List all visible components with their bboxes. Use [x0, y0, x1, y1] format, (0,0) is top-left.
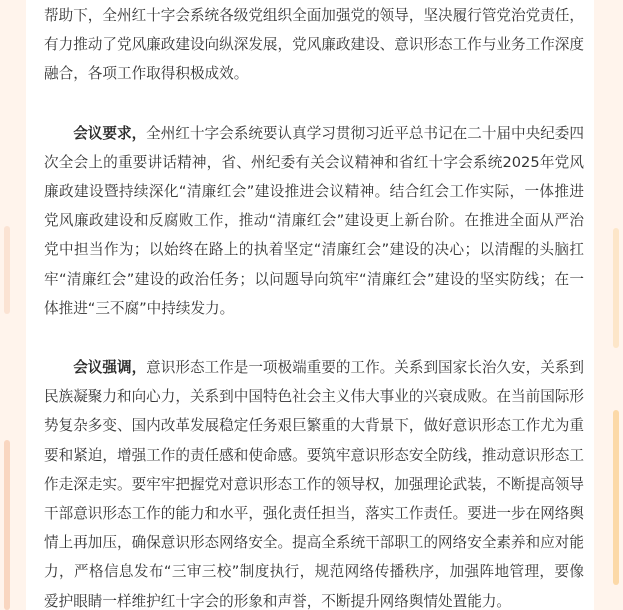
paragraph-meeting-emphasis	[44, 353, 584, 610]
paragraph-lead: 会议强调，	[73, 359, 147, 377]
paragraph-text: 全州红十字会系统要认真学习贯彻习近平总书记在二十届中央纪委四次全会上的重要讲话精神，省、州纪委有关会议精神和省红十字会系统2025年党风廉政建设暨持续深化“清廉红会”建设推进会议精神。结合红会工作实际，一体推进党风廉政建设和反腐败工作，推动“清廉红会”建设更上新台阶。在推进全面从严治党中担当作为；以始终在路上的执着坚定“清廉红会”建设的决心；以清醒的头脑扛牢“清廉红会”建设的政治任务；以问题导向筑牢“清廉红会”建设的坚实防线；在一体推进“三不腐”中持续发力。	[44, 124, 584, 317]
paragraph-text: 意识形态工作是一项极端重要的工作。关系到国家长治久安，关系到民族凝聚力和向心力，关系到中国特色社会主义伟大事业的兴衰成败。在当前国际形势复杂多变、国内改革发展稳定任务艰巨繁重的大背景下，做好意识形态工作尤为重要和紧迫，增强工作的责任感和使命感。要筑牢意识形态安全防线，推动意识形态工作走深走实。要牢牢把握党对意识形态工作的领导权，加强理论武装，不断提高领导干部意识形态工作的能力和水平，强化责任担当，落实工作责任。要进一步在网络舆情上再加压，确保意识形态网络安全。提高全系统干部职工的网络安全素养和应对能力，严格信息发布“三审三校”制度执行，规范网络传播秩序，加强阵地管理，要像爱护眼睛一样维护红十字会的形象和声誉，不断提升网络舆情处置能力。	[44, 359, 584, 610]
article-body	[26, 0, 594, 610]
paragraph-intro-continuation	[44, 1, 584, 89]
decorative-side-stripe	[4, 440, 10, 610]
paragraph-lead: 会议要求，	[73, 124, 147, 142]
paragraph-text: 帮助下，全州红十字会系统各级党组织全面加强党的领导，坚决履行管党治党责任，有力推动了党风廉政建设向纵深发展，党风廉政建设、意识形态工作与业务工作深度融合，各项工作取得积极成效。	[44, 7, 584, 83]
decorative-side-stripe	[613, 228, 619, 348]
paragraph-meeting-requirements	[44, 119, 584, 323]
decorative-side-stripe	[4, 226, 10, 314]
decorative-side-stripe	[613, 410, 619, 585]
